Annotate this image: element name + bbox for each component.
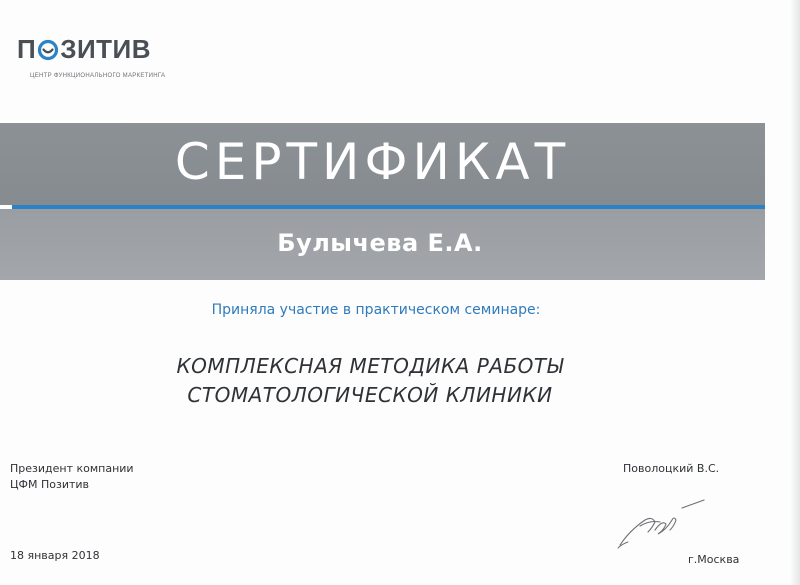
seminar-title: [0, 352, 740, 410]
logo-subtitle: ЦЕНТР ФУНКЦИОНАЛЬНОГО МАРКЕТИНГА: [30, 73, 166, 79]
president-title: [10, 461, 134, 493]
certificate-title: СЕРТИФИКАТ: [174, 133, 571, 191]
certificate-date: 18 января 2018: [10, 549, 100, 562]
logo-smile-icon: [37, 39, 59, 61]
signer-name: Поволоцкий В.С.: [623, 462, 720, 475]
logo-text-end: ЗИТИВ: [60, 34, 152, 64]
recipient-name: Булычева Е.А.: [277, 229, 483, 257]
logo-wordmark: [17, 34, 151, 65]
president-line-1: Президент компании: [10, 462, 134, 475]
seminar-title-line-2: СТОМАТОЛОГИЧЕСКОЙ КЛИНИКИ: [187, 383, 553, 407]
president-line-2: ЦФМ Позитив: [10, 478, 90, 491]
participation-text: Приняла участие в практическом семинаре:: [211, 302, 541, 318]
certificate-city: г.Москва: [688, 553, 740, 566]
seminar-title-line-1: КОМПЛЕКСНАЯ МЕТОДИКА РАБОТЫ: [176, 354, 564, 378]
scan-edge-shadow: [790, 0, 800, 585]
company-logo: [17, 30, 167, 90]
handwritten-signature: [600, 490, 730, 560]
logo-text-start: П: [17, 34, 37, 64]
